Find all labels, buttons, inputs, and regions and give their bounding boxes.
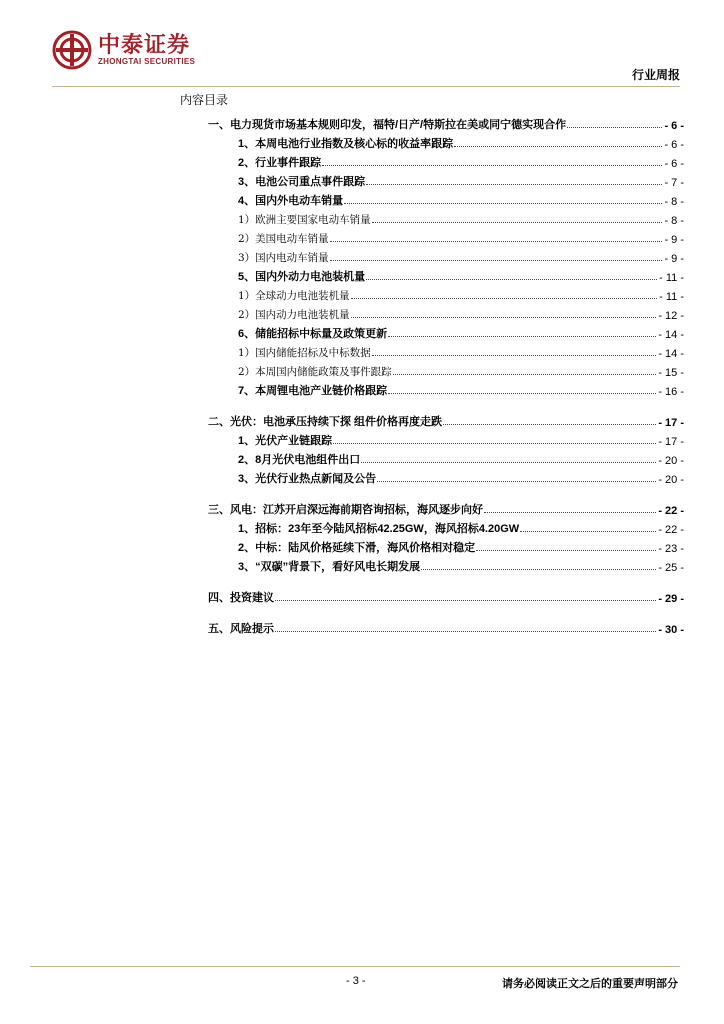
toc-entry-page: - 7 -	[664, 177, 684, 189]
toc-entry-label: 1）全球动力电池装机量	[238, 290, 350, 302]
toc-entry[interactable]	[180, 170, 684, 189]
toc-entry[interactable]	[180, 410, 684, 429]
toc-entry[interactable]	[180, 227, 684, 246]
footer-divider	[30, 966, 680, 967]
toc-entry-label: 2、中标：陆风价格延续下滑，海风价格相对稳定	[238, 542, 476, 554]
toc-dot-leader	[476, 550, 656, 551]
toc-dot-leader	[351, 317, 657, 318]
toc-entry[interactable]	[180, 303, 684, 322]
toc-dot-leader	[275, 631, 656, 632]
toc-entry-label: 一、电力现货市场基本规则印发，福特/日产/特斯拉在美或同宁德实现合作	[208, 119, 567, 131]
toc-entry-label: 3、电池公司重点事件跟踪	[238, 176, 366, 188]
toc-entry-label: 6、储能招标中标量及政策更新	[238, 328, 388, 340]
toc-entry-page: - 6 -	[664, 158, 684, 170]
zhongtai-logo-icon	[52, 30, 92, 70]
company-logo	[52, 30, 195, 70]
toc-entry-label: 2）美国电动车销量	[238, 233, 329, 245]
toc-entry-page: - 9 -	[664, 234, 684, 246]
toc-dot-leader	[372, 355, 657, 356]
toc-dot-leader	[361, 462, 656, 463]
toc-entry[interactable]	[180, 555, 684, 574]
logo-chinese-name: 中泰证券	[98, 32, 191, 57]
toc-entry-page: - 23 -	[658, 543, 684, 555]
toc-dot-leader	[275, 600, 656, 601]
toc-entry-label: 1）欧洲主要国家电动车销量	[238, 214, 371, 226]
toc-entry[interactable]	[180, 132, 684, 151]
toc-entry-page: - 29 -	[658, 593, 684, 605]
toc-entry-label: 7、本周锂电池产业链价格跟踪	[238, 385, 388, 397]
toc-dot-leader	[330, 260, 663, 261]
toc-entry-page: - 30 -	[658, 624, 684, 636]
toc-title: 内容目录	[180, 93, 229, 107]
toc-entry-page: - 9 -	[664, 253, 684, 265]
toc-entry-label: 五、风险提示	[208, 623, 274, 635]
toc-entry-label: 四、投资建议	[208, 592, 274, 604]
toc-entry[interactable]	[180, 536, 684, 555]
toc-entry[interactable]	[180, 113, 684, 132]
toc-entry-page: - 16 -	[658, 386, 684, 398]
toc-entry-page: - 11 -	[659, 272, 684, 284]
toc-entry-label: 3）国内电动车销量	[238, 252, 329, 264]
toc-dot-leader	[322, 165, 662, 166]
toc-entry[interactable]	[180, 284, 684, 303]
toc-entry-label: 2、8月光伏电池组件出口	[238, 454, 361, 466]
toc-dot-leader	[344, 203, 662, 204]
toc-entry-label: 2）国内动力电池装机量	[238, 309, 350, 321]
toc-entry-label: 三、风电：江苏开启深远海前期咨询招标，海风逐步向好	[208, 504, 483, 516]
table-of-contents	[180, 113, 684, 636]
toc-entry-label: 3、光伏行业热点新闻及公告	[238, 473, 377, 485]
toc-dot-leader	[372, 222, 663, 223]
toc-dot-leader	[484, 512, 656, 513]
logo-english-name: ZHONGTAI SECURITIES	[98, 57, 196, 66]
toc-entry-page: - 8 -	[664, 196, 684, 208]
toc-entry-page: - 14 -	[658, 348, 684, 360]
toc-entry[interactable]	[180, 322, 684, 341]
toc-entry-page: - 15 -	[658, 367, 684, 379]
page-number: - 3 -	[346, 975, 366, 987]
toc-dot-leader	[520, 531, 656, 532]
toc-entry-label: 2）本周国内储能政策及事件跟踪	[238, 366, 392, 378]
toc-entry-label: 5、国内外动力电池装机量	[238, 271, 366, 283]
toc-dot-leader	[366, 279, 657, 280]
toc-entry[interactable]	[180, 360, 684, 379]
toc-entry-label: 二、光伏：电池承压持续下探 组件价格再度走跌	[208, 416, 443, 428]
toc-entry[interactable]	[180, 208, 684, 227]
toc-dot-leader	[388, 393, 656, 394]
toc-dot-leader	[393, 374, 657, 375]
toc-entry[interactable]	[180, 617, 684, 636]
toc-dot-leader	[454, 146, 662, 147]
toc-entry-label: 1）国内储能招标及中标数据	[238, 347, 371, 359]
toc-entry-label: 1、光伏产业链跟踪	[238, 435, 333, 447]
toc-entry-page: - 22 -	[658, 524, 684, 536]
toc-dot-leader	[567, 127, 662, 128]
toc-entry-page: - 20 -	[658, 455, 684, 467]
toc-entry[interactable]	[180, 265, 684, 284]
toc-entry[interactable]	[180, 341, 684, 360]
toc-entry-page: - 25 -	[658, 562, 684, 574]
toc-dot-leader	[443, 424, 656, 425]
toc-entry-page: - 6 -	[664, 139, 684, 151]
toc-entry-label: 1、招标：23年至今陆风招标42.25GW，海风招标4.20GW	[238, 523, 520, 535]
toc-entry-label: 4、国内外电动车销量	[238, 195, 344, 207]
toc-entry-page: - 8 -	[664, 215, 684, 227]
toc-entry-page: - 14 -	[658, 329, 684, 341]
toc-dot-leader	[377, 481, 656, 482]
toc-entry[interactable]	[180, 586, 684, 605]
toc-entry-label: 2、行业事件跟踪	[238, 157, 322, 169]
toc-entry[interactable]	[180, 189, 684, 208]
toc-entry-page: - 12 -	[658, 310, 684, 322]
toc-entry[interactable]	[180, 448, 684, 467]
footer-disclaimer: 请务必阅读正文之后的重要声明部分	[502, 978, 678, 990]
toc-dot-leader	[388, 336, 656, 337]
toc-entry[interactable]	[180, 467, 684, 486]
toc-entry-page: - 22 -	[658, 505, 684, 517]
toc-entry-page: - 17 -	[658, 417, 684, 429]
toc-entry-label: 3、“双碳”背景下，看好风电长期发展	[238, 561, 421, 573]
toc-dot-leader	[351, 298, 657, 299]
toc-entry-page: - 17 -	[658, 436, 684, 448]
toc-entry[interactable]	[180, 379, 684, 398]
toc-dot-leader	[333, 443, 656, 444]
toc-entry[interactable]	[180, 429, 684, 448]
toc-entry-page: - 20 -	[658, 474, 684, 486]
toc-dot-leader	[366, 184, 662, 185]
header-divider	[52, 86, 680, 87]
toc-dot-leader	[421, 569, 656, 570]
toc-entry[interactable]	[180, 246, 684, 265]
toc-entry[interactable]	[180, 151, 684, 170]
toc-entry-page: - 6 -	[664, 120, 684, 132]
toc-entry-page: - 11 -	[659, 291, 684, 303]
toc-dot-leader	[330, 241, 663, 242]
report-type: 行业周报	[631, 68, 680, 82]
toc-entry[interactable]	[180, 517, 684, 536]
toc-entry-label: 1、本周电池行业指数及核心标的收益率跟踪	[238, 138, 454, 150]
toc-entry[interactable]	[180, 498, 684, 517]
